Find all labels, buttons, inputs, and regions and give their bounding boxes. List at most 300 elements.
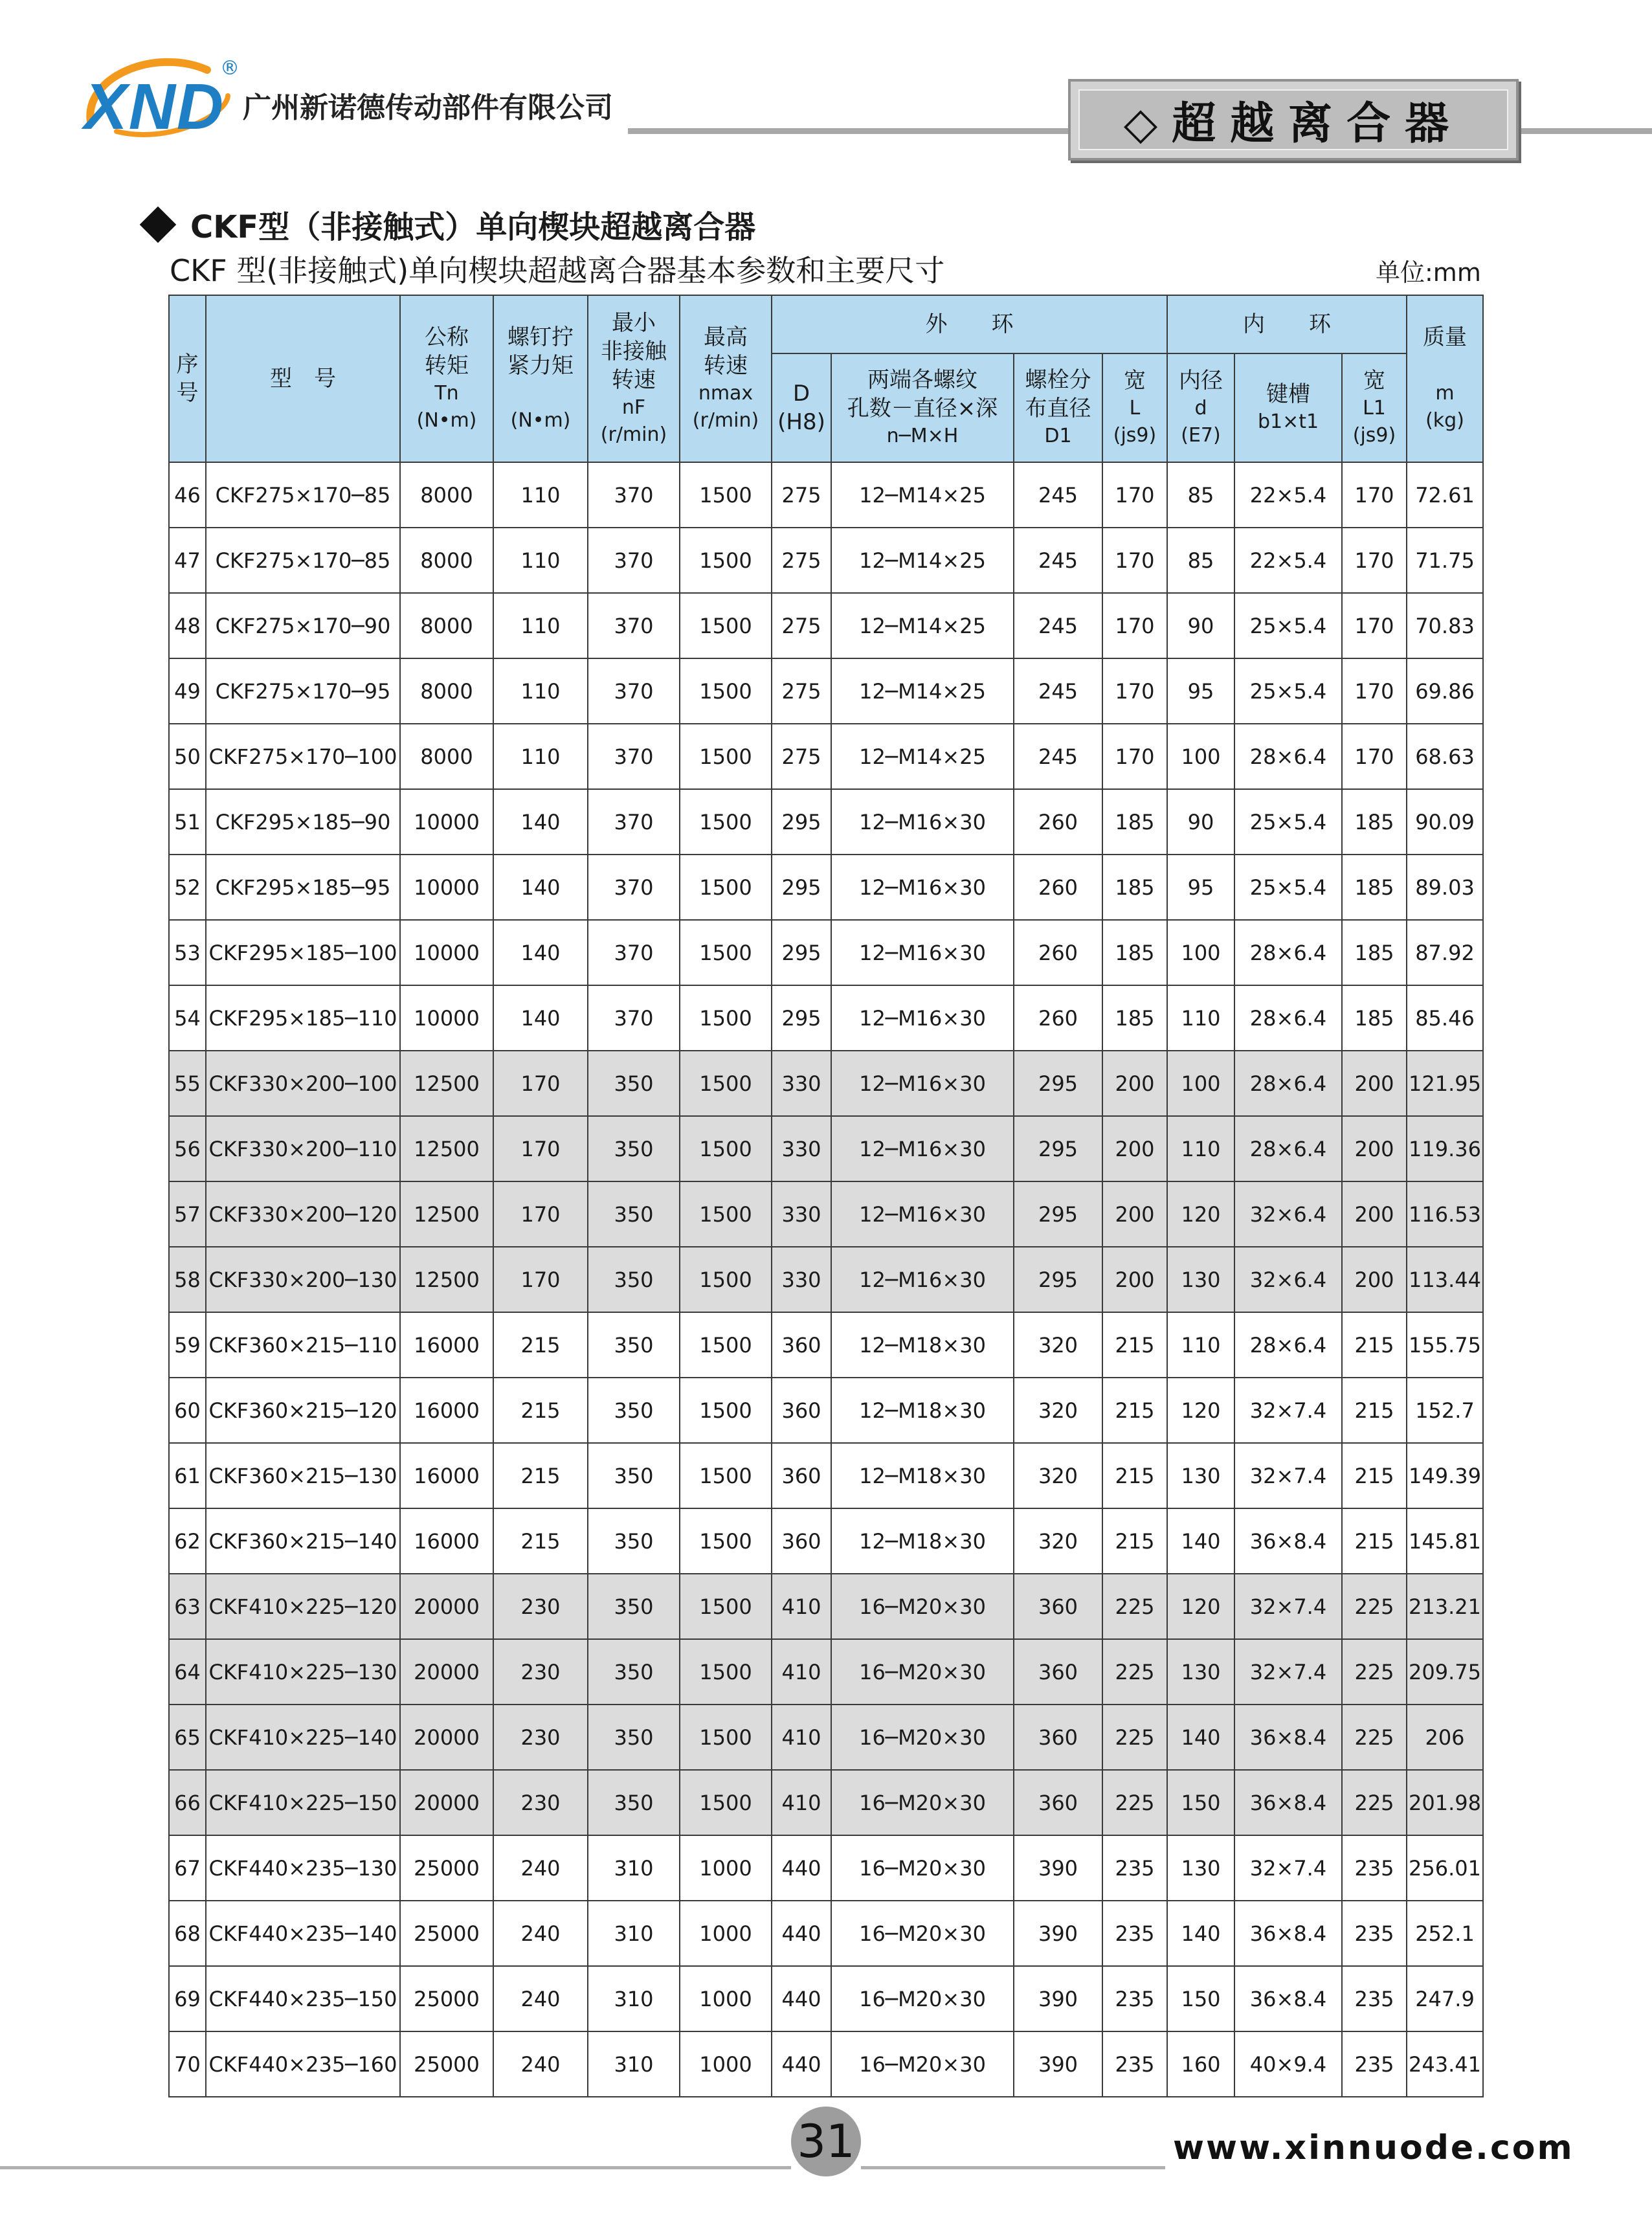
table-row [169,1639,1483,1705]
cell-D: 410 [772,1639,831,1705]
cell-bolt-torque: 240 [493,1966,588,2031]
cell-bolt-circle: 390 [1014,1835,1102,1901]
cell-seq: 63 [169,1574,206,1639]
section-label-inner [1078,89,1508,150]
cell-thread: 16─M20×30 [831,1835,1014,1901]
cell-bolt-torque: 140 [493,985,588,1051]
cell-max-speed: 1500 [680,1705,772,1770]
cell-seq: 54 [169,985,206,1051]
cell-model: CKF275×170─85 [206,528,400,593]
product-title-text: CKF型（非接触式）单向楔块超越离合器 [190,209,756,245]
cell-L: 215 [1102,1443,1167,1508]
cell-seq: 59 [169,1312,206,1378]
cell-L: 200 [1102,1051,1167,1116]
cell-seq: 55 [169,1051,206,1116]
table-row [169,1443,1483,1508]
cell-D: 360 [772,1443,831,1508]
cell-bolt-circle: 320 [1014,1378,1102,1443]
cell-thread: 12─M16×30 [831,1181,1014,1247]
cell-bolt-torque: 140 [493,789,588,855]
cell-bolt-torque: 170 [493,1181,588,1247]
cell-max-speed: 1500 [680,1443,772,1508]
product-title [141,202,755,247]
cell-d: 85 [1167,462,1234,528]
cell-thread: 12─M18×30 [831,1508,1014,1574]
cell-mass: 152.7 [1407,1378,1483,1443]
cell-bolt-circle: 245 [1014,528,1102,593]
cell-L: 215 [1102,1378,1167,1443]
cell-L: 185 [1102,920,1167,985]
cell-key: 28×6.4 [1234,1051,1342,1116]
cell-L1: 235 [1342,1901,1407,1966]
cell-seq: 67 [169,1835,206,1901]
cell-key: 28×6.4 [1234,724,1342,789]
cell-key: 28×6.4 [1234,1116,1342,1181]
website-url: www.xinnuode.com [1173,2129,1574,2167]
cell-model: CKF360×215─130 [206,1443,400,1508]
cell-model: CKF295×185─95 [206,855,400,920]
cell-mass: 119.36 [1407,1116,1483,1181]
cell-bolt-torque: 240 [493,2031,588,2097]
cell-d: 100 [1167,724,1234,789]
page-number: 31 [791,2107,861,2176]
cell-L: 170 [1102,462,1167,528]
cell-seq: 51 [169,789,206,855]
cell-min-speed: 350 [588,1116,680,1181]
cell-bolt-circle: 260 [1014,789,1102,855]
col-header-bolt-circle: 螺栓分 布直径 D1 [1014,353,1102,462]
cell-L1: 225 [1342,1705,1407,1770]
cell-max-speed: 1000 [680,2031,772,2097]
cell-bolt-torque: 170 [493,1247,588,1312]
cell-d: 120 [1167,1378,1234,1443]
cell-D: 410 [772,1705,831,1770]
cell-max-speed: 1500 [680,724,772,789]
cell-model: CKF275×170─85 [206,462,400,528]
col-header-L1: 宽 L1 (js9) [1342,353,1407,462]
cell-bolt-torque: 240 [493,1835,588,1901]
cell-torque: 10000 [400,985,493,1051]
cell-mass: 209.75 [1407,1639,1483,1705]
cell-bolt-torque: 110 [493,462,588,528]
cell-seq: 48 [169,593,206,658]
cell-model: CKF440×235─130 [206,1835,400,1901]
cell-L: 170 [1102,593,1167,658]
cell-L1: 170 [1342,724,1407,789]
cell-bolt-circle: 295 [1014,1116,1102,1181]
cell-bolt-torque: 215 [493,1508,588,1574]
cell-seq: 61 [169,1443,206,1508]
cell-max-speed: 1500 [680,1770,772,1835]
group-header-inner: 内 环 [1167,295,1407,353]
cell-model: CKF330×200─100 [206,1051,400,1116]
cell-D: 295 [772,920,831,985]
table-caption: CKF 型(非接触式)单向楔块超越离合器基本参数和主要尺寸 [170,253,945,288]
cell-D: 330 [772,1051,831,1116]
cell-min-speed: 370 [588,855,680,920]
cell-torque: 8000 [400,593,493,658]
cell-key: 36×8.4 [1234,1966,1342,2031]
col-header-key: 键槽 b1×t1 [1234,353,1342,462]
cell-D: 440 [772,1966,831,2031]
cell-min-speed: 310 [588,1835,680,1901]
section-label: ◇超越离合器 [1123,98,1464,150]
cell-max-speed: 1500 [680,528,772,593]
cell-seq: 50 [169,724,206,789]
cell-thread: 12─M16×30 [831,920,1014,985]
cell-L1: 185 [1342,985,1407,1051]
cell-mass: 89.03 [1407,855,1483,920]
table-row [169,1312,1483,1378]
cell-seq: 58 [169,1247,206,1312]
cell-d: 150 [1167,1966,1234,2031]
cell-D: 295 [772,789,831,855]
cell-mass: 247.9 [1407,1966,1483,2031]
cell-L: 185 [1102,985,1167,1051]
footer-rule-right [861,2166,1165,2169]
cell-min-speed: 370 [588,920,680,985]
cell-d: 90 [1167,789,1234,855]
cell-D: 330 [772,1247,831,1312]
cell-L1: 215 [1342,1443,1407,1508]
cell-bolt-torque: 230 [493,1770,588,1835]
cell-model: CKF295×185─110 [206,985,400,1051]
cell-D: 410 [772,1770,831,1835]
cell-L1: 235 [1342,2031,1407,2097]
cell-model: CKF410×225─140 [206,1705,400,1770]
cell-L: 215 [1102,1312,1167,1378]
cell-thread: 16─M20×30 [831,2031,1014,2097]
cell-bolt-circle: 260 [1014,985,1102,1051]
cell-mass: 149.39 [1407,1443,1483,1508]
cell-torque: 20000 [400,1705,493,1770]
cell-thread: 16─M20×30 [831,1901,1014,1966]
cell-mass: 145.81 [1407,1508,1483,1574]
cell-max-speed: 1500 [680,1181,772,1247]
cell-key: 22×5.4 [1234,528,1342,593]
table-row [169,985,1483,1051]
cell-seq: 64 [169,1639,206,1705]
cell-L1: 170 [1342,462,1407,528]
cell-min-speed: 350 [588,1312,680,1378]
cell-bolt-circle: 295 [1014,1247,1102,1312]
cell-bolt-torque: 110 [493,528,588,593]
cell-model: CKF275×170─100 [206,724,400,789]
cell-D: 295 [772,855,831,920]
cell-key: 32×7.4 [1234,1443,1342,1508]
cell-thread: 12─M16×30 [831,789,1014,855]
cell-d: 100 [1167,1051,1234,1116]
cell-D: 440 [772,1835,831,1901]
cell-bolt-torque: 230 [493,1574,588,1639]
cell-torque: 16000 [400,1443,493,1508]
table-row [169,1966,1483,2031]
cell-model: CKF410×225─130 [206,1639,400,1705]
cell-model: CKF330×200─130 [206,1247,400,1312]
cell-L1: 200 [1342,1116,1407,1181]
cell-bolt-torque: 140 [493,855,588,920]
cell-L: 225 [1102,1770,1167,1835]
cell-key: 32×7.4 [1234,1835,1342,1901]
cell-bolt-circle: 260 [1014,855,1102,920]
cell-seq: 70 [169,2031,206,2097]
cell-mass: 70.83 [1407,593,1483,658]
header-rule-right [1515,128,1652,134]
cell-bolt-torque: 215 [493,1378,588,1443]
cell-torque: 10000 [400,920,493,985]
cell-torque: 20000 [400,1770,493,1835]
cell-mass: 72.61 [1407,462,1483,528]
cell-L: 235 [1102,1901,1167,1966]
col-header-L: 宽 L (js9) [1102,353,1167,462]
cell-torque: 20000 [400,1574,493,1639]
cell-torque: 10000 [400,789,493,855]
cell-max-speed: 1500 [680,789,772,855]
table-row [169,1247,1483,1312]
col-header-model: 型 号 [206,295,400,462]
cell-D: 275 [772,724,831,789]
cell-max-speed: 1500 [680,1116,772,1181]
cell-seq: 57 [169,1181,206,1247]
table-row [169,724,1483,789]
cell-L: 225 [1102,1639,1167,1705]
cell-bolt-circle: 390 [1014,1901,1102,1966]
cell-d: 140 [1167,1508,1234,1574]
cell-mass: 71.75 [1407,528,1483,593]
cell-min-speed: 310 [588,2031,680,2097]
table-row [169,462,1483,528]
cell-seq: 49 [169,658,206,724]
cell-bolt-torque: 215 [493,1312,588,1378]
cell-max-speed: 1000 [680,1901,772,1966]
cell-model: CKF360×215─120 [206,1378,400,1443]
cell-thread: 16─M20×30 [831,1705,1014,1770]
cell-torque: 8000 [400,462,493,528]
cell-d: 160 [1167,2031,1234,2097]
col-header-d: 内径 d (E7) [1167,353,1234,462]
section-label-box [1068,79,1519,161]
cell-max-speed: 1500 [680,1378,772,1443]
cell-max-speed: 1500 [680,1508,772,1574]
cell-D: 275 [772,658,831,724]
col-header-thread: 两端各螺纹 孔数－直径×深 n─M×H [831,353,1014,462]
cell-mass: 252.1 [1407,1901,1483,1966]
col-header-bolt-torque: 螺钉拧 紧力矩 (N•m) [493,295,588,462]
cell-L: 215 [1102,1508,1167,1574]
cell-torque: 25000 [400,1835,493,1901]
cell-bolt-circle: 245 [1014,462,1102,528]
col-header-torque: 公称 转矩 Tn (N•m) [400,295,493,462]
cell-D: 440 [772,1901,831,1966]
cell-L1: 170 [1342,528,1407,593]
cell-model: CKF360×215─110 [206,1312,400,1378]
cell-bolt-circle: 320 [1014,1312,1102,1378]
logo-wordmark: XND [84,71,225,143]
cell-thread: 16─M20×30 [831,1574,1014,1639]
cell-d: 110 [1167,985,1234,1051]
cell-min-speed: 350 [588,1247,680,1312]
cell-L: 235 [1102,1835,1167,1901]
cell-L1: 225 [1342,1574,1407,1639]
cell-model: CKF410×225─120 [206,1574,400,1639]
table-row [169,1051,1483,1116]
cell-seq: 52 [169,855,206,920]
cell-L: 235 [1102,2031,1167,2097]
cell-torque: 25000 [400,2031,493,2097]
cell-d: 120 [1167,1574,1234,1639]
cell-L1: 185 [1342,855,1407,920]
cell-model: CKF440×235─140 [206,1901,400,1966]
cell-mass: 113.44 [1407,1247,1483,1312]
cell-mass: 69.86 [1407,658,1483,724]
cell-torque: 16000 [400,1508,493,1574]
cell-max-speed: 1500 [680,462,772,528]
table-row [169,920,1483,985]
cell-key: 25×5.4 [1234,789,1342,855]
cell-thread: 16─M20×30 [831,1639,1014,1705]
cell-d: 85 [1167,528,1234,593]
cell-key: 22×5.4 [1234,462,1342,528]
cell-min-speed: 350 [588,1181,680,1247]
table-row [169,855,1483,920]
cell-bolt-torque: 230 [493,1705,588,1770]
cell-thread: 16─M20×30 [831,1966,1014,2031]
cell-max-speed: 1500 [680,593,772,658]
cell-L1: 215 [1342,1378,1407,1443]
cell-thread: 12─M16×30 [831,1247,1014,1312]
cell-torque: 10000 [400,855,493,920]
company-name: 广州新诺德传动部件有限公司 [243,91,613,124]
cell-L: 170 [1102,528,1167,593]
cell-d: 130 [1167,1835,1234,1901]
col-header-max-speed: 最高 转速 nmax (r/min) [680,295,772,462]
table-row [169,2031,1483,2097]
cell-bolt-circle: 390 [1014,1966,1102,2031]
cell-seq: 47 [169,528,206,593]
cell-thread: 12─M14×25 [831,462,1014,528]
cell-min-speed: 370 [588,724,680,789]
cell-min-speed: 370 [588,528,680,593]
cell-bolt-torque: 140 [493,920,588,985]
cell-thread: 12─M16×30 [831,1116,1014,1181]
cell-L1: 225 [1342,1639,1407,1705]
cell-L1: 185 [1342,920,1407,985]
cell-L1: 170 [1342,593,1407,658]
cell-L1: 185 [1342,789,1407,855]
cell-L: 200 [1102,1181,1167,1247]
cell-d: 130 [1167,1247,1234,1312]
table-row [169,1574,1483,1639]
cell-key: 25×5.4 [1234,593,1342,658]
cell-min-speed: 350 [588,1574,680,1639]
cell-key: 32×6.4 [1234,1247,1342,1312]
cell-d: 140 [1167,1901,1234,1966]
spec-table [168,295,1484,2097]
cell-L: 235 [1102,1966,1167,2031]
cell-model: CKF360×215─140 [206,1508,400,1574]
table-row [169,528,1483,593]
cell-mass: 243.41 [1407,2031,1483,2097]
cell-bolt-torque: 110 [493,658,588,724]
cell-bolt-circle: 360 [1014,1574,1102,1639]
cell-L: 170 [1102,724,1167,789]
cell-thread: 12─M16×30 [831,855,1014,920]
cell-bolt-circle: 360 [1014,1705,1102,1770]
cell-key: 25×5.4 [1234,855,1342,920]
cell-key: 40×9.4 [1234,2031,1342,2097]
cell-min-speed: 350 [588,1508,680,1574]
cell-d: 120 [1167,1181,1234,1247]
spec-table-body [169,462,1483,2097]
cell-L1: 170 [1342,658,1407,724]
cell-L: 225 [1102,1705,1167,1770]
table-row [169,1901,1483,1966]
cell-thread: 12─M14×25 [831,658,1014,724]
cell-bolt-circle: 390 [1014,2031,1102,2097]
cell-d: 150 [1167,1770,1234,1835]
footer-rule-left [0,2166,791,2169]
cell-max-speed: 1500 [680,920,772,985]
table-row [169,1770,1483,1835]
cell-thread: 12─M16×30 [831,985,1014,1051]
cell-torque: 25000 [400,1901,493,1966]
cell-min-speed: 350 [588,1639,680,1705]
cell-torque: 8000 [400,528,493,593]
cell-bolt-torque: 170 [493,1116,588,1181]
cell-d: 110 [1167,1312,1234,1378]
cell-D: 275 [772,593,831,658]
cell-D: 410 [772,1574,831,1639]
cell-seq: 66 [169,1770,206,1835]
cell-thread: 16─M20×30 [831,1770,1014,1835]
cell-torque: 8000 [400,658,493,724]
cell-bolt-circle: 320 [1014,1508,1102,1574]
cell-model: CKF275×170─90 [206,593,400,658]
cell-bolt-circle: 245 [1014,724,1102,789]
cell-bolt-torque: 170 [493,1051,588,1116]
cell-L1: 215 [1342,1508,1407,1574]
cell-model: CKF295×185─90 [206,789,400,855]
cell-mass: 256.01 [1407,1835,1483,1901]
cell-seq: 53 [169,920,206,985]
table-row [169,593,1483,658]
cell-torque: 12500 [400,1116,493,1181]
cell-max-speed: 1500 [680,1574,772,1639]
cell-torque: 12500 [400,1051,493,1116]
cell-key: 28×6.4 [1234,1312,1342,1378]
cell-max-speed: 1500 [680,1639,772,1705]
col-header-D: D (H8) [772,353,831,462]
cell-bolt-circle: 245 [1014,658,1102,724]
table-row [169,1378,1483,1443]
cell-max-speed: 1500 [680,1247,772,1312]
cell-L1: 215 [1342,1312,1407,1378]
cell-max-speed: 1000 [680,1835,772,1901]
cell-min-speed: 370 [588,462,680,528]
cell-thread: 12─M14×25 [831,528,1014,593]
cell-bolt-circle: 360 [1014,1639,1102,1705]
cell-min-speed: 350 [588,1705,680,1770]
cell-bolt-torque: 240 [493,1901,588,1966]
cell-model: CKF440×235─150 [206,1966,400,2031]
col-header-min-speed: 最小 非接触 转速 nF (r/min) [588,295,680,462]
unit-label: 单位:mm [1376,258,1481,287]
cell-seq: 65 [169,1705,206,1770]
cell-model: CKF410×225─150 [206,1770,400,1835]
cell-seq: 69 [169,1966,206,2031]
cell-model: CKF440×235─160 [206,2031,400,2097]
cell-D: 295 [772,985,831,1051]
